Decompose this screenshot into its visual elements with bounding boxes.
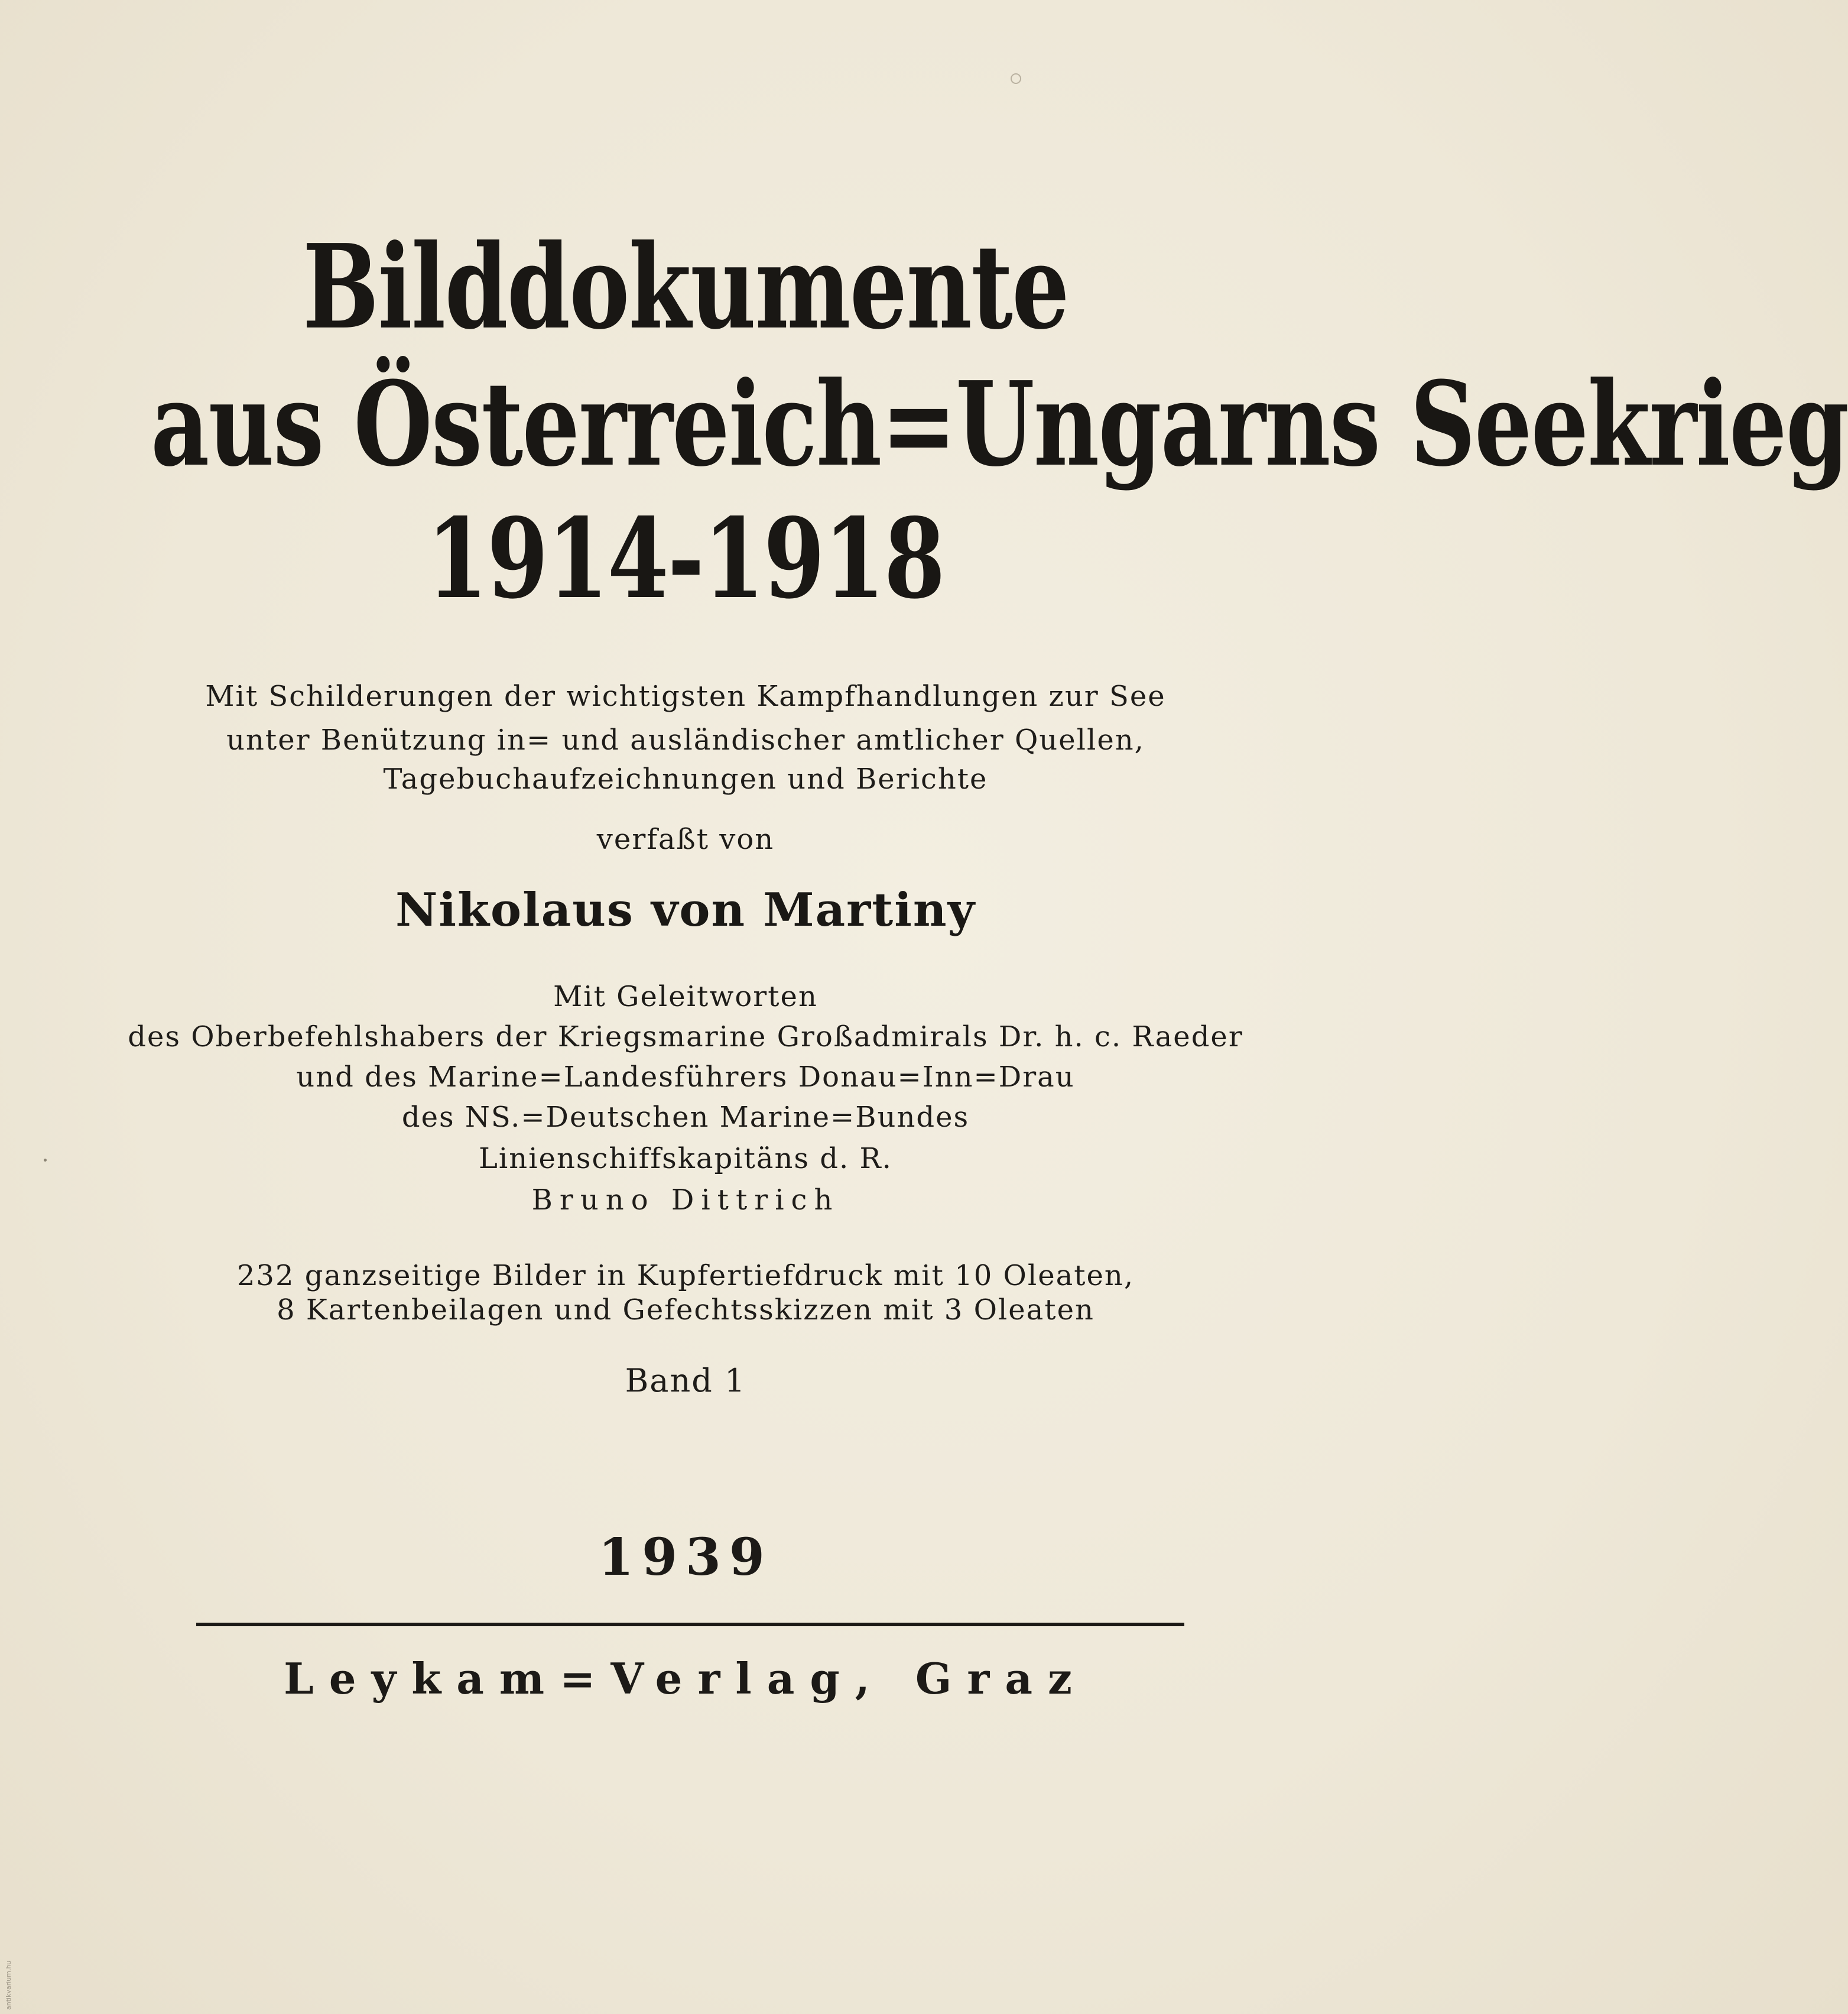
subtitle-line-3: Tagebuchaufzeichnungen und Berichte bbox=[383, 763, 988, 796]
book-title-line-2: aus Österreich=Ungarns Seekrieg bbox=[151, 356, 1848, 492]
pencil-circle-mark bbox=[1011, 73, 1021, 84]
foreword-line-1: des Oberbefehlshabers der Kriegsmarine Großadmirals Dr. h. c. Raeder bbox=[128, 1020, 1243, 1053]
paper-dot-mark bbox=[44, 1159, 47, 1162]
divider-rule bbox=[196, 1623, 1184, 1626]
publisher: Leykam=Verlag, Graz bbox=[284, 1653, 1087, 1704]
author-name: Nikolaus von Martiny bbox=[395, 883, 976, 937]
foreword-line-4: Linienschiffskapitäns d. R. bbox=[479, 1142, 892, 1175]
book-title-line-1: Bilddokumente bbox=[302, 219, 1068, 355]
book-title-years: 1914-1918 bbox=[427, 494, 944, 623]
subtitle-line-1: Mit Schilderungen der wichtigsten Kampfhandlungen zur See bbox=[205, 680, 1166, 713]
written-by: verfaßt von bbox=[596, 823, 775, 856]
subtitle-line-2: unter Benützung in= und ausländischer amtlicher Quellen, bbox=[226, 724, 1145, 757]
foreword-line-5: Bruno Dittrich bbox=[531, 1183, 840, 1217]
volume-label: Band 1 bbox=[625, 1362, 746, 1399]
foreword-line-2: und des Marine=Landesführers Donau=Inn=Drau bbox=[296, 1060, 1075, 1094]
foreword-line-3: des NS.=Deutschen Marine=Bundes bbox=[401, 1101, 970, 1134]
illustrations-line-2: 8 Kartenbeilagen und Gefechtsskizzen mit 3 Oleaten bbox=[277, 1293, 1094, 1327]
watermark-text: antikvarium.hu bbox=[5, 1960, 12, 2010]
illustrations-line-1: 232 ganzseitige Bilder in Kupfertiefdruck mit 10 Oleaten, bbox=[236, 1259, 1135, 1292]
foreword-heading: Mit Geleitworten bbox=[553, 980, 818, 1013]
publication-year: 1939 bbox=[598, 1527, 773, 1587]
